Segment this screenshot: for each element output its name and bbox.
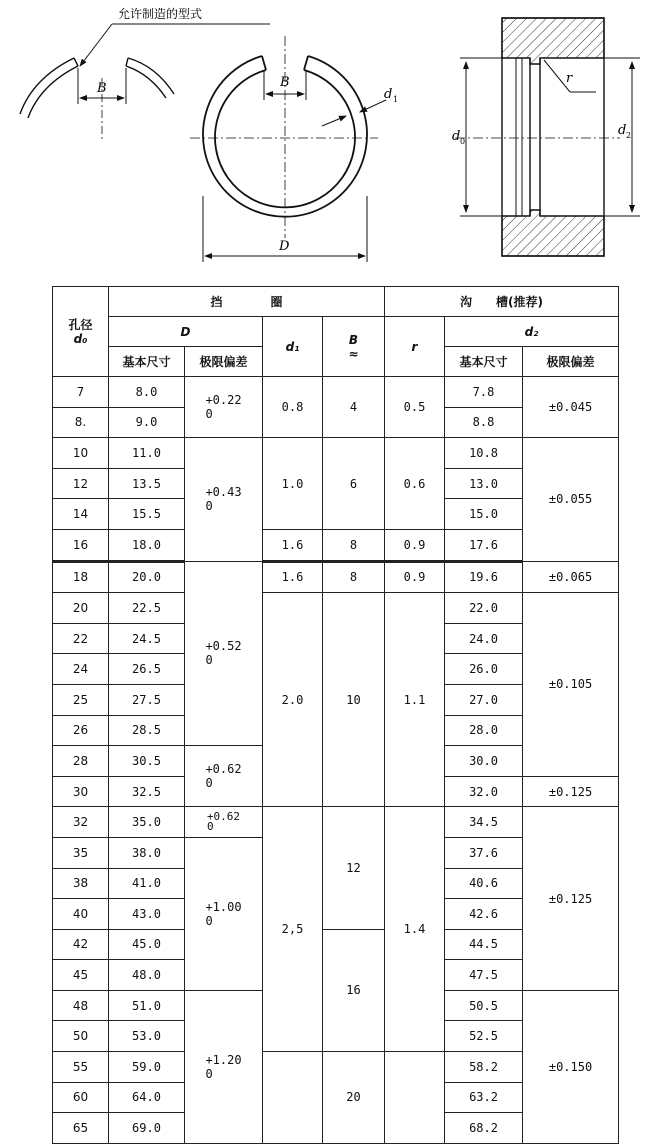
d0-cell: 20 [53,593,109,624]
header-d2: d₂ [445,317,619,347]
r-cell: 1.4 [385,807,445,1052]
header-groove: 沟 槽(推荐) [385,287,619,317]
d-basic-cell: 22.5 [109,593,185,624]
header-ring: 挡 圈 [109,287,385,317]
d2-basic-cell: 42.6 [445,899,523,930]
d0-cell: 42 [53,929,109,960]
d-basic-cell: 53.0 [109,1021,185,1052]
d-tol-cell: +1.00 0 [185,837,263,990]
d-tol-cell: +0.62 0 [185,746,263,807]
d2-basic-cell: 7.8 [445,377,523,408]
d1-cell: 2.0 [263,593,323,807]
label-d2-sub: 2 [626,131,632,140]
table-row [53,561,619,593]
d2-tol-cell: ±0.065 [523,561,619,593]
d-basic-cell: 51.0 [109,990,185,1021]
d1-cell: 0.8 [263,377,323,438]
header-bore: 孔径 d₀ [53,287,109,377]
d0-cell: 16 [53,529,109,561]
d-basic-cell: 59.0 [109,1052,185,1083]
d2-basic-cell: 24.0 [445,623,523,654]
d-basic-cell: 20.0 [109,561,185,593]
d2-basic-cell: 58.2 [445,1052,523,1083]
d2-basic-cell: 22.0 [445,593,523,624]
label-b-mid: B [280,75,290,90]
d2-basic-cell: 13.0 [445,468,523,499]
d-basic-cell: 45.0 [109,929,185,960]
d1-cell [263,1052,323,1144]
d0-cell: 35 [53,837,109,868]
d0-cell: 22 [53,623,109,654]
b-cell: 10 [323,593,385,807]
dimension-table-container [52,286,618,1144]
d0-cell: 65 [53,1113,109,1144]
d-basic-cell: 38.0 [109,837,185,868]
technical-drawing [0,0,650,280]
d0-cell: 38 [53,868,109,899]
label-r: r [566,71,573,86]
d0-cell: 26 [53,715,109,746]
d2-basic-cell: 17.6 [445,529,523,561]
d2-tol-cell: ±0.125 [523,807,619,991]
label-d0: d [452,129,461,144]
b-cell: 6 [323,438,385,530]
header-r: r [385,317,445,377]
d-basic-cell: 27.5 [109,684,185,715]
d-tol-cell: +0.22 0 [185,377,263,438]
d0-cell: 7 [53,377,109,408]
d2-basic-cell: 32.0 [445,776,523,807]
d-tol-cell: +1.20 0 [185,990,263,1143]
d0-cell: 60 [53,1082,109,1113]
d-tol-cell: +0.62 0 [185,807,263,838]
d2-basic-cell: 63.2 [445,1082,523,1113]
d0-cell: 50 [53,1021,109,1052]
d2-tol-cell: ±0.055 [523,438,619,561]
header-limit-deviation: 极限偏差 [185,347,263,377]
table-row [53,593,619,624]
d2-basic-cell: 26.0 [445,654,523,685]
table-row [53,377,619,408]
d2-basic-cell: 52.5 [445,1021,523,1052]
label-d1-sub: 1 [393,95,399,104]
d2-basic-cell: 34.5 [445,807,523,838]
header-d: D [109,317,263,347]
b-cell: 4 [323,377,385,438]
d-tol-cell: +0.43 0 [185,438,263,561]
label-d: D [279,239,290,254]
d-basic-cell: 69.0 [109,1113,185,1144]
table-row [53,438,619,469]
label-b-left: B [97,81,107,96]
header-limit-deviation-2: 极限偏差 [523,347,619,377]
d2-basic-cell: 8.8 [445,407,523,438]
d0-cell: 40 [53,899,109,930]
d-basic-cell: 8.0 [109,377,185,408]
header-basic-size-2: 基本尺寸 [445,347,523,377]
d-basic-cell: 48.0 [109,960,185,991]
d-basic-cell: 35.0 [109,807,185,838]
d0-cell: 30 [53,776,109,807]
d2-basic-cell: 27.0 [445,684,523,715]
header-b: B ≈ [323,317,385,377]
d2-basic-cell: 28.0 [445,715,523,746]
d2-tol-cell: ±0.125 [523,776,619,807]
d-basic-cell: 64.0 [109,1082,185,1113]
r-cell [385,1052,445,1144]
label-d0-sub: 0 [460,137,466,146]
d1-cell: 1.6 [263,561,323,593]
d2-basic-cell: 68.2 [445,1113,523,1144]
label-d2: d [618,123,627,138]
d0-cell: 12 [53,468,109,499]
d2-basic-cell: 15.0 [445,499,523,530]
r-cell: 0.9 [385,529,445,561]
d0-cell: 45 [53,960,109,991]
d0-cell: 18 [53,561,109,593]
b-cell: 12 [323,807,385,929]
d1-cell: 2,5 [263,807,323,1052]
d1-cell: 1.0 [263,438,323,530]
d0-cell: 24 [53,654,109,685]
r-cell: 0.9 [385,561,445,593]
header-basic-size: 基本尺寸 [109,347,185,377]
d2-basic-cell: 40.6 [445,868,523,899]
d-basic-cell: 26.5 [109,654,185,685]
callout-text: 允许制造的型式 [118,7,203,21]
b-cell: 20 [323,1052,385,1144]
b-cell: 8 [323,529,385,561]
d0-cell: 8. [53,407,109,438]
d2-tol-cell: ±0.150 [523,990,619,1143]
r-cell: 0.6 [385,438,445,530]
d2-basic-cell: 19.6 [445,561,523,593]
d0-cell: 14 [53,499,109,530]
d-basic-cell: 13.5 [109,468,185,499]
d2-basic-cell: 50.5 [445,990,523,1021]
b-cell: 8 [323,561,385,593]
d2-basic-cell: 30.0 [445,746,523,777]
b-cell: 16 [323,929,385,1051]
d-basic-cell: 18.0 [109,529,185,561]
d1-cell: 1.6 [263,529,323,561]
d0-cell: 10 [53,438,109,469]
d-basic-cell: 15.5 [109,499,185,530]
dimension-table [52,286,619,1144]
d0-cell: 55 [53,1052,109,1083]
d2-basic-cell: 44.5 [445,929,523,960]
d0-cell: 48 [53,990,109,1021]
d-basic-cell: 9.0 [109,407,185,438]
d2-basic-cell: 10.8 [445,438,523,469]
header-d1: d₁ [263,317,323,377]
d-tol-cell: +0.52 0 [185,561,263,746]
r-cell: 1.1 [385,593,445,807]
d0-cell: 25 [53,684,109,715]
d2-basic-cell: 37.6 [445,837,523,868]
d0-cell: 32 [53,807,109,838]
r-cell: 0.5 [385,377,445,438]
label-d1: d [384,87,393,102]
d2-basic-cell: 47.5 [445,960,523,991]
d0-cell: 28 [53,746,109,777]
d-basic-cell: 43.0 [109,899,185,930]
d-basic-cell: 41.0 [109,868,185,899]
d-basic-cell: 24.5 [109,623,185,654]
d-basic-cell: 30.5 [109,746,185,777]
d-basic-cell: 32.5 [109,776,185,807]
d-basic-cell: 11.0 [109,438,185,469]
d2-tol-cell: ±0.105 [523,593,619,777]
groove-cross-section [502,18,604,256]
table-row [53,807,619,838]
d-basic-cell: 28.5 [109,715,185,746]
d2-tol-cell: ±0.045 [523,377,619,438]
